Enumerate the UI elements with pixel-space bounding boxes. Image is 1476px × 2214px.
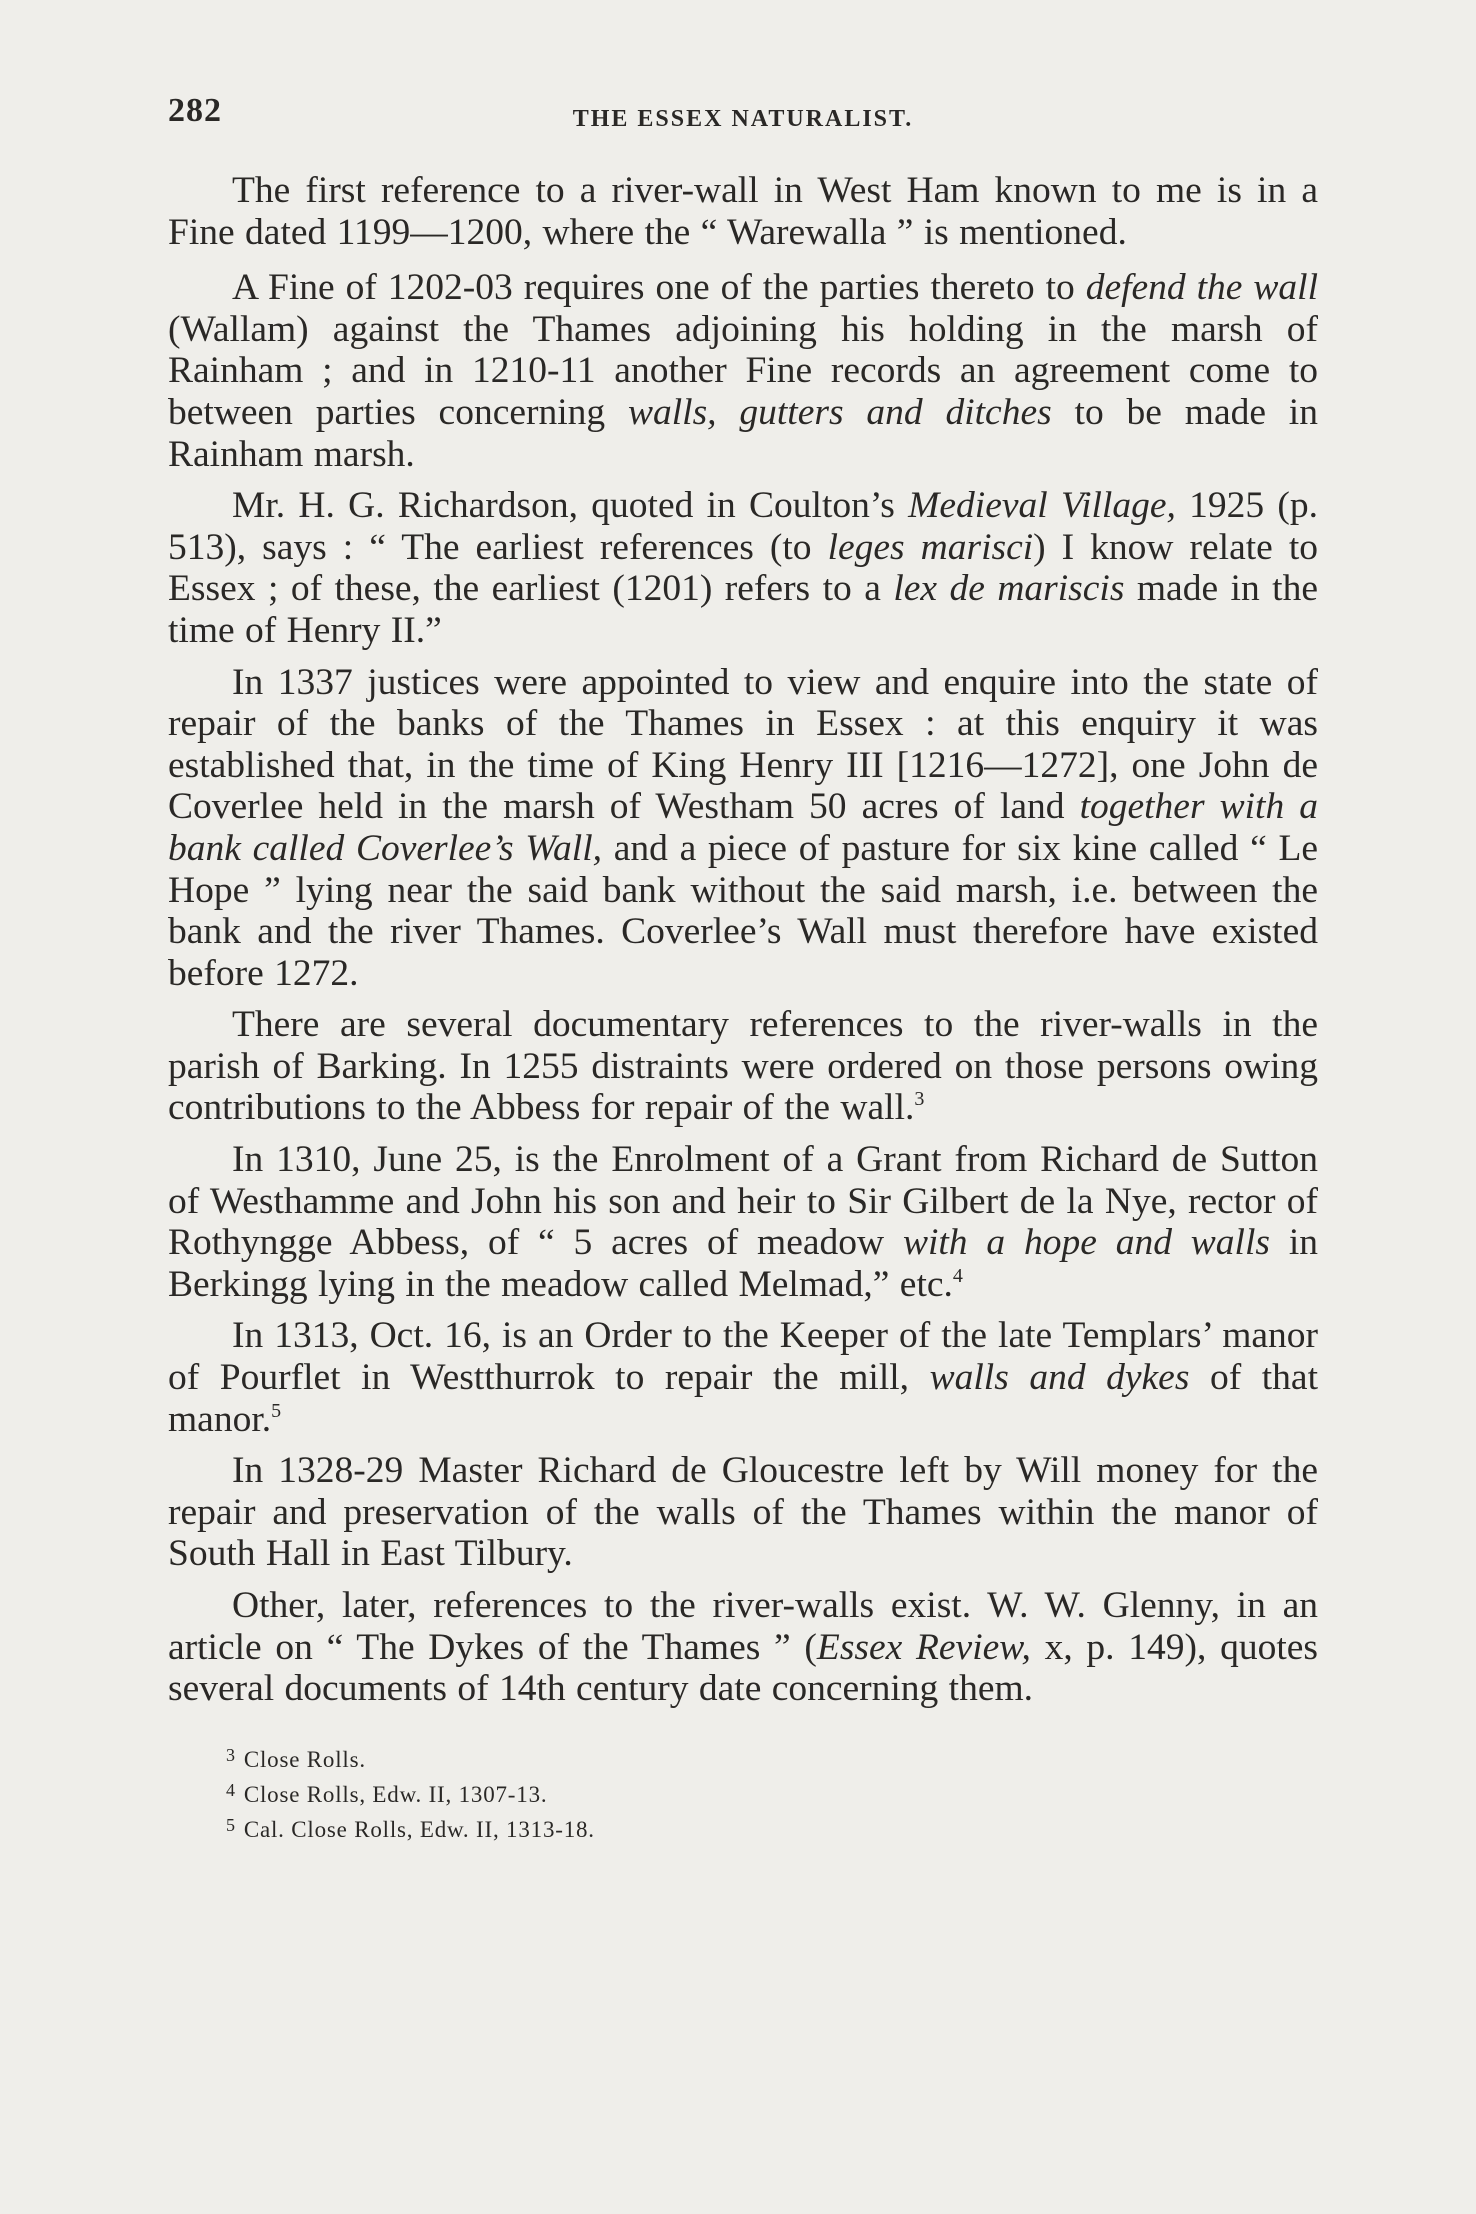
footnote-text: Cal. Close Rolls, Edw. II, 1313-18. [243, 1816, 595, 1842]
footnote-ref: 3 [914, 1088, 925, 1111]
italic-phrase: walls, gutters and ditches [627, 391, 1052, 433]
paragraph-text: A Fine of 1202-03 requires one of the parties thereto to [232, 267, 1086, 309]
paragraph-text: of that manor. [168, 1357, 1318, 1440]
paragraph-text: and a piece of pasture for six kine called “ Le Hope ” lying near the said bank without the said marsh, i.e. between the bank and the river Thames. Coverlee’s Wall must therefore have existed before 1272. [168, 827, 1318, 994]
paragraph-text: In 1310, June 25, is the Enrolment of a Grant from Richard de Sutton of Westhamme and John his son and heir to Sir Gilbert de la Nye, rector of Rothyngge Abbess, of “ 5 acres of meadow [168, 1139, 1318, 1264]
footnote-number: 5 [226, 1814, 236, 1835]
italic-phrase: lex de mariscis [893, 568, 1125, 610]
paragraph-text: x, p. 149), quotes several documents of 14th century date concerning them. [168, 1626, 1318, 1710]
italic-phrase: leges marisci [827, 526, 1034, 568]
italic-phrase: with a hope and walls [902, 1222, 1270, 1264]
paragraph-glenny-article [168, 1585, 1318, 1710]
paragraph-text: in Berkingg lying in the meadow called Melmad,” etc. [168, 1222, 1319, 1305]
paragraph-enrolment-1310 [168, 1139, 1318, 1305]
paragraph-text: Mr. H. G. Richardson, quoted in Coulton’s [232, 485, 909, 527]
footnote-item [226, 1775, 1318, 1810]
page-header [168, 92, 1318, 144]
paragraph-text: There are several documentary references to the river-walls in the parish of Barking. In 1255 distraints were ordered on those persons owing contributions to the Abbess for repair of the wall. [168, 1004, 1318, 1129]
footnote-text: Close Rolls. [243, 1746, 366, 1772]
footnote-text: Close Rolls, Edw. II, 1307-13. [243, 1781, 548, 1807]
book-page [168, 92, 1318, 2142]
page-number: 282 [168, 92, 222, 129]
paragraph-first-reference [168, 170, 1318, 253]
paragraph-text: 1925 (p. 513), says : “ The earliest references (to [168, 485, 1318, 568]
paragraph-text: made in the time of Henry II.” [168, 568, 1318, 651]
paragraph-text: ) I know relate to Essex ; of these, the earliest (1201) refers to a [168, 526, 1319, 610]
paragraph-text: In 1337 justices were appointed to view and enquire into the state of repair of the banks of the Thames in Essex : at this enquiry it was established that, in the time of King Henry III [1216—1272], one John de Coverlee held in the marsh of Westham 50 acres of land [168, 661, 1318, 828]
paragraph-gloucestre-will [168, 1450, 1318, 1575]
paragraph-text: In 1328-29 Master Richard de Gloucestre left by Will money for the repair and preservation of the walls of the Thames within the manor of South Hall in East Tilbury. [168, 1450, 1318, 1575]
italic-phrase: together with a bank called Coverlee’s Wall, [168, 786, 1318, 869]
footnote-number: 3 [226, 1744, 236, 1765]
footnote-number: 4 [226, 1779, 236, 1800]
italic-phrase: defend the wall [1085, 267, 1318, 309]
footnote-item [226, 1810, 1318, 1845]
footnotes [168, 1740, 1318, 1845]
paragraph-barking [168, 1004, 1318, 1129]
paragraph-order-1313 [168, 1315, 1318, 1440]
footnote-ref: 5 [271, 1399, 282, 1422]
italic-phrase: walls and dykes [929, 1357, 1190, 1399]
footnote-item [226, 1740, 1318, 1775]
paragraph-justices-1337 [168, 662, 1318, 995]
paragraph-richardson-quote [168, 485, 1318, 651]
italic-phrase: Essex Review, [816, 1626, 1031, 1668]
paragraph-fine-1202 [168, 267, 1318, 475]
paragraph-text: The first reference to a river-wall in West Ham known to me is in a Fine dated 1199—1200, where the “ Warewalla ” is mentioned. [168, 170, 1318, 253]
running-title: THE ESSEX NATURALIST. [572, 106, 914, 132]
paragraph-text: In 1313, Oct. 16, is an Order to the Keeper of the late Templars’ manor of Pourflet in Westthurrok to repair the mill, [168, 1315, 1318, 1399]
paragraph-text: Other, later, references to the river-walls exist. W. W. Glenny, in an article on “ The Dykes of the Thames ” ( [168, 1585, 1318, 1668]
paragraph-text: to be made in Rainham marsh. [168, 391, 1318, 475]
paragraph-text: (Wallam) against the Thames adjoining his holding in the marsh of Rainham ; and in 1210-11 another Fine records an agreement come to between parties concerning [168, 308, 1318, 433]
footnote-ref: 4 [952, 1264, 963, 1287]
italic-phrase: Medieval Village, [908, 485, 1176, 527]
